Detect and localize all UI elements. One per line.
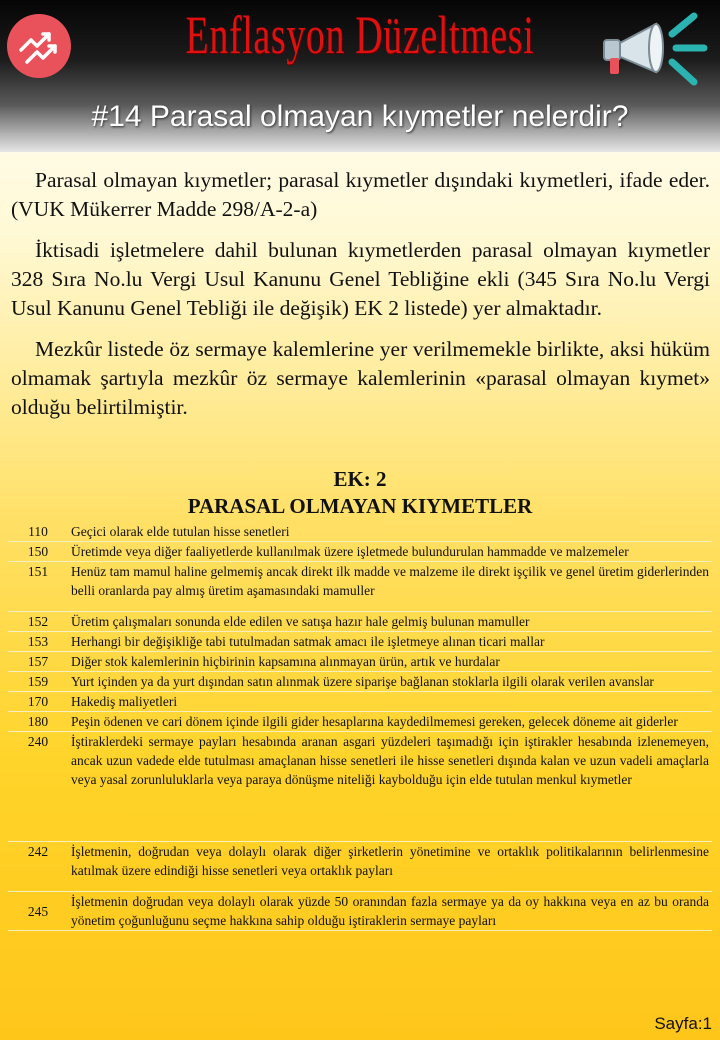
table-row bbox=[8, 632, 712, 652]
annex-title: PARASAL OLMAYAN KIYMETLER bbox=[187, 494, 533, 518]
intro-text bbox=[11, 166, 710, 434]
table-row bbox=[8, 542, 712, 562]
logo-badge bbox=[7, 14, 71, 78]
trending-up-icon bbox=[19, 28, 59, 64]
account-description: İşletmenin doğrudan veya dolaylı olarak yüzde 50 oranından fazla sermaye ya da oy hakkına veya en az bu oranda yönetim çoğunluğunu seçme hakkına sahip olduğu iştiraklerin sermaye payları bbox=[71, 892, 712, 931]
annex-label: EK: 2 bbox=[333, 467, 387, 491]
account-description: Henüz tam mamul haline gelmemiş ancak direkt ilk madde ve malzeme ile direkt işçilik ve genel üretim giderlerinden belli oranlarda pay almış üretim aşamasındaki mamuller bbox=[71, 562, 712, 612]
table-row bbox=[8, 732, 712, 842]
account-code: 157 bbox=[8, 652, 71, 672]
paragraph-equity-note: Mezkûr listede öz sermaye kalemlerine yer verilmemekle birlikte, aksi hüküm olmamak şartıyla mezkûr öz sermaye kalemlerinin «parasal olmayan kıymet» olduğu belirtilmiştir. bbox=[11, 337, 710, 419]
account-code: 151 bbox=[8, 562, 71, 612]
account-code: 110 bbox=[8, 522, 71, 542]
account-description: Hakediş maliyetleri bbox=[71, 692, 712, 712]
table-row bbox=[8, 562, 712, 612]
header-banner bbox=[0, 0, 720, 152]
question-heading: #14 Parasal olmayan kıymetler nelerdir? bbox=[91, 100, 629, 133]
account-code: 170 bbox=[8, 692, 71, 712]
megaphone-icon bbox=[596, 10, 708, 92]
account-code: 159 bbox=[8, 672, 71, 692]
account-code: 245 bbox=[8, 892, 71, 931]
account-code: 240 bbox=[8, 732, 71, 842]
table-row bbox=[8, 522, 712, 542]
account-table bbox=[8, 522, 712, 931]
table-row bbox=[8, 652, 712, 672]
table-row bbox=[8, 692, 712, 712]
account-description: Peşin ödenen ve cari dönem içinde ilgili gider hesaplarına kaydedilmemesi gereken, gelecek döneme ait giderler bbox=[71, 712, 712, 732]
account-code: 242 bbox=[8, 842, 71, 892]
account-description: Üretim çalışmaları sonunda elde edilen ve satışa hazır hale gelmiş bulunan mamuller bbox=[71, 612, 712, 632]
account-description: Herhangi bir değişikliğe tabi tutulmadan satmak amacı ile işletmeye alınan ticari mallar bbox=[71, 632, 712, 652]
table-row bbox=[8, 672, 712, 692]
paragraph-list-reference: İktisadi işletmelere dahil bulunan kıymetlerden parasal olmayan kıymetler 328 Sıra No.lu Vergi Usul Kanunu Genel Tebliğine ekli (345 Sıra No.lu Vergi Usul Kanunu Genel Tebliği ile değişik) EK 2 listede) yer almaktadır. bbox=[11, 238, 710, 320]
account-code: 153 bbox=[8, 632, 71, 652]
account-description: İştiraklerdeki sermaye payları hesabında aranan asgari yüzdeleri taşımadığı için iştirakler hesabında izlenemeyen, ancak uzun vadede elde tutulması amaçlanan hisse senetleri ile hisse senetleri dışında kalan ve uzun vadeli amaçlarla veya yasal zorunluluklarla veya paraya dönüşme niteliği kaybolduğu için elde tutulan menkul kıymetler bbox=[71, 732, 712, 842]
brand-title: Enflasyon Düzeltmesi bbox=[185, 5, 535, 65]
annex-heading bbox=[0, 466, 720, 520]
table-row bbox=[8, 892, 712, 931]
page-number: Sayfa:1 bbox=[654, 1014, 712, 1033]
account-description: İşletmenin, doğrudan veya dolaylı olarak diğer şirketlerin yönetimine ve ortaklık politikalarının belirlenmesine katılmak üzere edindiği hisse senetleri veya ortaklık payları bbox=[71, 842, 712, 892]
account-description: Diğer stok kalemlerinin hiçbirinin kapsamına alınmayan ürün, artık ve hurdalar bbox=[71, 652, 712, 672]
paragraph-definition: Parasal olmayan kıymetler; parasal kıymetler dışındaki kıymetleri, ifade eder. (VUK Mükerrer Madde 298/A-2-a) bbox=[11, 168, 710, 221]
account-code: 180 bbox=[8, 712, 71, 732]
account-code: 150 bbox=[8, 542, 71, 562]
account-description: Geçici olarak elde tutulan hisse senetleri bbox=[71, 522, 712, 542]
account-code: 152 bbox=[8, 612, 71, 632]
account-description: Yurt içinden ya da yurt dışından satın alınmak üzere siparişe bağlanan stoklarla ilgili olarak verilen avanslar bbox=[71, 672, 712, 692]
account-description: Üretimde veya diğer faaliyetlerde kullanılmak üzere işletmede bulundurulan hammadde ve malzemeler bbox=[71, 542, 712, 562]
table-row bbox=[8, 712, 712, 732]
table-row bbox=[8, 612, 712, 632]
table-row bbox=[8, 842, 712, 892]
